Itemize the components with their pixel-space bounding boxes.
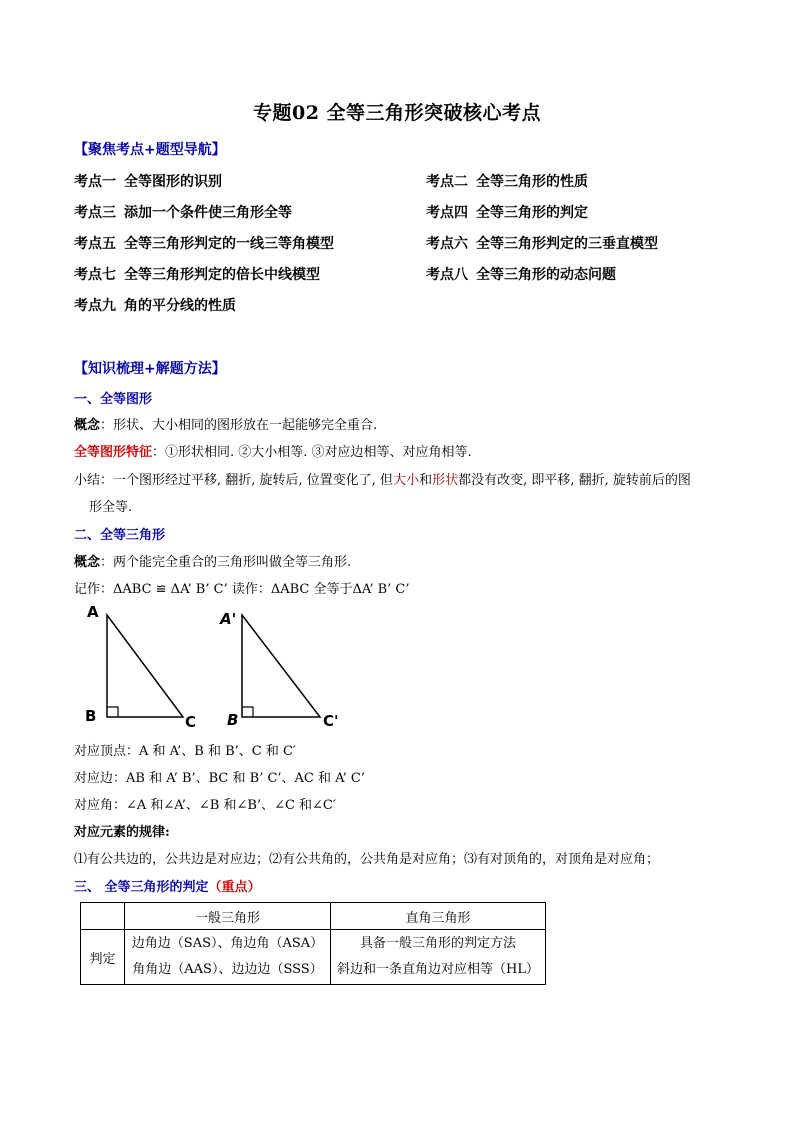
corresponding-angles: 对应角：∠A 和∠A’、∠B 和∠B’、∠C 和∠C′: [74, 798, 336, 813]
topic-item: 考点六 全等三角形判定的三垂直模型: [426, 236, 658, 252]
notation-line: 记作：ΔABC ≌ ΔA’ B’ C’ 读作：ΔABC 全等于ΔA’ B’ C’: [74, 582, 410, 597]
topic-item: 考点五 全等三角形判定的一线三等角模型: [74, 236, 334, 252]
corresponding-sides: 对应边：AB 和 A’ B’、BC 和 B’ C’、AC 和 A’ C’: [74, 771, 365, 786]
section-heading: 一、全等图形: [74, 392, 153, 407]
criteria-table: [80, 902, 546, 985]
page-title: 专题02 全等三角形突破核心考点: [252, 102, 542, 124]
congruent-triangles-figure: [80, 600, 360, 734]
table-header-right: 直角三角形: [331, 903, 546, 930]
table-corner-cell: [81, 903, 125, 930]
concept-line: 概念：形状、大小相同的图形放在一起能够完全重合.: [74, 418, 378, 433]
vertex-label-b-prime: B: [227, 711, 239, 729]
table-row-label: 判定: [81, 930, 125, 985]
table-header-general: 一般三角形: [125, 903, 331, 930]
triangle-a1b1c1: [219, 610, 339, 730]
table-cell-general: 边角边（SAS）、角边角（ASA） 角角边（AAS）、边边边（SSS）: [125, 930, 331, 985]
vertex-label-b: B: [85, 707, 97, 725]
topic-item: 考点八 全等三角形的动态问题: [426, 267, 616, 283]
topic-item: 考点九 角的平分线的性质: [74, 298, 236, 314]
topic-item: 考点二 全等三角形的性质: [426, 174, 588, 190]
corresponding-vertices: 对应顶点：A 和 A’、B 和 B’、C 和 C′: [74, 744, 296, 759]
vertex-label-a: A: [87, 603, 99, 621]
rule-text: ⑴有公共边的，公共边是对应边；⑵有公共角的，公共角是对应角；⑶有对顶角的，对顶角是对应角；: [74, 852, 660, 867]
topic-item: 考点四 全等三角形的判定: [426, 205, 588, 221]
vertex-label-a-prime: A': [220, 610, 237, 628]
topic-item: 考点三 添加一个条件使三角形全等: [74, 205, 292, 221]
knowledge-section-header: 【知识梳理+解题方法】: [74, 361, 226, 377]
nav-section-header: 【聚焦考点+题型导航】: [74, 142, 226, 158]
feature-line: 全等图形特征：①形状相同. ②大小相等. ③对应边相等、对应角相等.: [74, 445, 472, 460]
table-cell-right: 具备一般三角形的判定方法 斜边和一条直角边对应相等（HL）: [331, 930, 546, 985]
section-heading: 二、全等三角形: [74, 528, 166, 543]
triangle-abc: [85, 603, 196, 731]
summary-line: 小结：一个图形经过平移, 翻折, 旋转后, 位置变化了, 但大小和形状都没有改变, 即平移, 翻折, 旋转前后的图: [74, 473, 691, 488]
rule-heading: 对应元素的规律:: [74, 825, 170, 840]
vertex-label-c: C: [185, 713, 197, 731]
section-heading: 三、 全等三角形的判定（重点）: [74, 880, 261, 895]
vertex-label-c-prime: C': [323, 712, 339, 730]
concept-line: 概念：两个能完全重合的三角形叫做全等三角形.: [74, 555, 352, 570]
topic-item: 考点一 全等图形的识别: [74, 174, 222, 190]
topic-item: 考点七 全等三角形判定的倍长中线模型: [74, 267, 320, 283]
summary-line-cont: 形全等.: [89, 500, 133, 515]
